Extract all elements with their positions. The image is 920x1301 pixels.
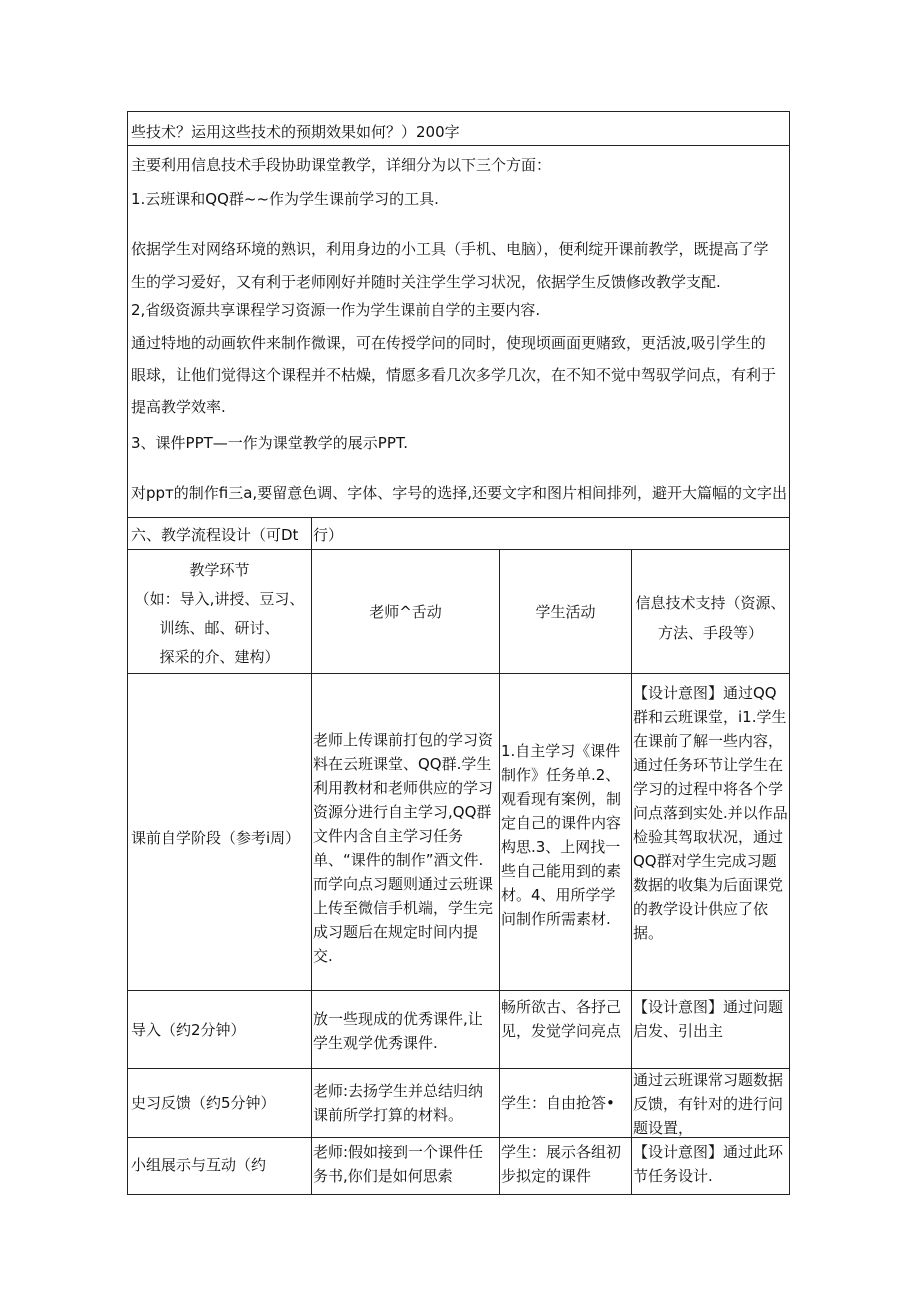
row1-student: 1.自主学习《课件制作》任务单.2、观看现有案例，制定自己的课件内容构思.3、上网找一些自己能用到的素材。4、用所学学问制作所需素材. <box>501 742 622 928</box>
header-stage: 教学环节 （如：导入,讲授、豆习、 训练、邮、研讨、 探采的介、建构） <box>134 561 305 666</box>
point-3-line-1: 对ppт的制作fi三a,要留意色调、字体、字号的选择,还要文字和图片相间排列，避开大篇幅的文字出 <box>131 484 787 502</box>
border-right <box>789 111 790 1195</box>
row3-tech: 通过云班课常习题数据反馈，有针对的进行问题设置， <box>633 1071 784 1137</box>
point-1-line-2: 生的学习爱好，又有利于老师刚好并随时关注学生学习状况，依据学生反馈修改教学支配. <box>131 273 721 291</box>
intro-line: 主要利用信息技术手段协助课堂教学，详细分为以下三个方面： <box>131 156 552 174</box>
point-2-heading: 2,省级资源共享课程学习资源一作为学生课前自学的主要内容. <box>131 301 541 319</box>
row2-teacher: 放一些现成的优秀课件,让学生观学优秀课件. <box>313 1010 483 1052</box>
row4-stage: 小组展示与互动（约 <box>131 1156 267 1174</box>
row-line-bottom <box>127 1194 790 1195</box>
header-tech: 信息技术支持（资源、 方法、手段等） <box>635 594 786 642</box>
point-2-line-2: 眼球，让他们觉得这个课程并不枯燥，情愿多看几次多学几次，在不知不觉中驾驭学问点，有利于 <box>131 366 777 384</box>
col-line-2 <box>499 549 500 1195</box>
row2-student: 畅所欲古、各抒己见，发觉学问亮点 <box>501 998 622 1040</box>
point-1-heading: 1.云班课和QQ群~~作为学生课前学习的工具. <box>131 190 439 208</box>
row1-stage: 课前自学阶段（参考i周） <box>131 829 301 847</box>
row-line-header <box>127 673 790 674</box>
question-tail: 些技术？运用这些技术的预期效果如何？）200字 <box>131 123 460 141</box>
row-line-1 <box>127 990 790 991</box>
border-top <box>127 111 790 112</box>
divider-section6-bottom <box>127 549 790 550</box>
header-teacher: 老师^舌动 <box>369 603 442 621</box>
header-student: 学生活动 <box>535 603 596 621</box>
divider-question <box>127 145 790 146</box>
row3-teacher: 老师:去扬学生并总结归纳课前所学打算的材料。 <box>313 1082 484 1124</box>
point-2-line-3: 提高教学效率. <box>131 398 226 416</box>
row2-tech: 【设计意图】通过问题启发、引出主 <box>633 998 784 1040</box>
section6-title-suffix: 行） <box>313 526 344 544</box>
point-1-line-1: 依据学生对网络环境的熟识，利用身边的小工具（手机、电脑），便利绽开课前教学，既提高了学 <box>131 240 769 258</box>
point-2-line-1: 通过特地的动画软件来制作微课，可在传授学问的同时，使现顷画面更赌致，更活波,吸引学生的 <box>131 334 766 352</box>
section6-title-tick <box>311 517 312 549</box>
row4-teacher: 老师:假如接到一个课件任务书,你们是如何思索 <box>313 1143 484 1185</box>
row3-stage: 史习反馈（约5分钟） <box>131 1094 276 1112</box>
row3-student: 学生：自由抢答• <box>501 1094 615 1112</box>
point-3-heading: 3、课件PPT—一作为课堂教学的展示PPT. <box>131 434 409 452</box>
row4-tech: 【设计意图】通过此环节任务设计. <box>633 1143 784 1185</box>
row4-student: 学生：展示各组初步拟定的课件 <box>501 1143 622 1185</box>
row2-stage: 导入（约2分钟） <box>131 1021 246 1039</box>
row1-teacher: 老师上传课前打包的学习资料在云班课堂、QQ群.学生利用教材和老师供应的学习资源分进行自主学习,QQ群文件内含自主学习任务单、“课件的制作”酒文件.而学向点习题则通过云班课上传至微信手机端，学生完成习题后在规定时间内提交. <box>313 731 494 965</box>
divider-section6 <box>127 517 790 518</box>
col-line-1 <box>311 549 312 1195</box>
section6-title: 六、教学流程设计（可Dt <box>131 526 299 544</box>
row1-tech: 【设计意图】通过QQ群和云班课堂，i1.学生在课前了解一些内容，通过任务环节让学生在学习的过程中将各个学问点落到实处.并以作品检验其驾取状况，通过QQ群对学生完成习题数据的收集为后面课党的教学设计供应了依据。 <box>633 684 788 942</box>
